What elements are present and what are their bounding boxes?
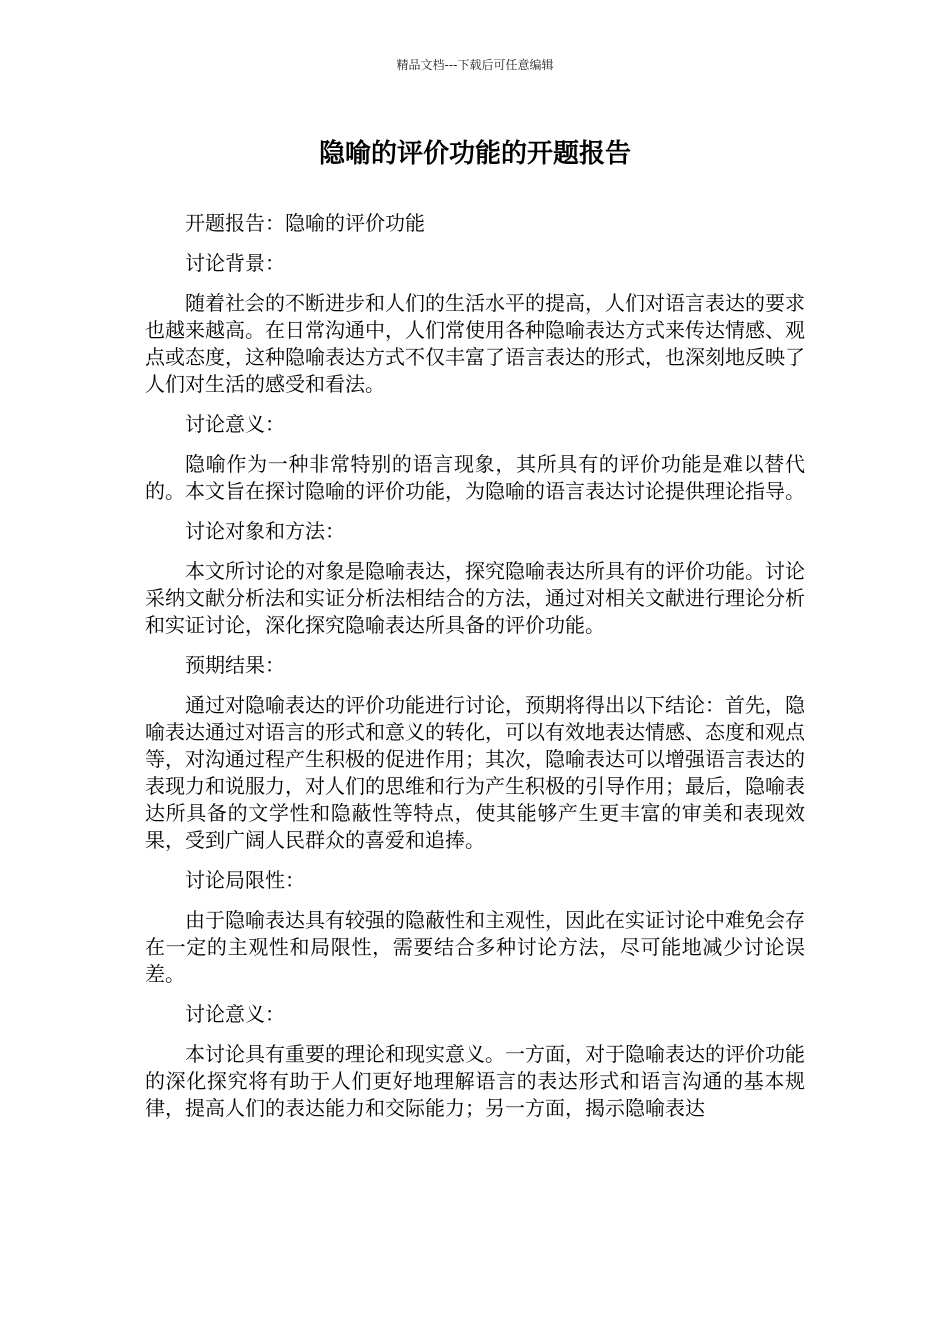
section-heading-expected-results: 预期结果：: [185, 653, 285, 677]
paragraph-significance: 隐喻作为一种非常特别的语言现象，其所具有的评价功能是难以替代的。本文旨在探讨隐喻的评价功能，为隐喻的语言表达讨论提供理论指导。: [145, 452, 805, 503]
section-heading-limitations: 讨论局限性：: [185, 868, 305, 892]
paragraph-object-method: 本文所讨论的对象是隐喻表达，探究隐喻表达所具有的评价功能。讨论采纳文献分析法和实证分析法相结合的方法，通过对相关文献进行理论分析和实证讨论，深化探究隐喻表达所具备的评价功能。: [145, 559, 805, 637]
paragraph-significance-2: 本讨论具有重要的理论和现实意义。一方面，对于隐喻表达的评价功能的深化探究将有助于人们更好地理解语言的表达形式和语言沟通的基本规律，提高人们的表达能力和交际能力；另一方面，揭示隐喻表达: [145, 1042, 805, 1120]
document-title: 隐喻的评价功能的开题报告: [318, 139, 631, 169]
document-body: [145, 210, 805, 1135]
paragraph-limitations: 由于隐喻表达具有较强的隐蔽性和主观性，因此在实证讨论中难免会存在一定的主观性和局限性，需要结合多种讨论方法，尽可能地减少讨论误差。: [145, 908, 805, 986]
section-heading-significance: 讨论意义：: [185, 412, 285, 436]
section-heading-object-method: 讨论对象和方法：: [185, 519, 345, 543]
paragraph-background: 随着社会的不断进步和人们的生活水平的提高，人们对语言表达的要求也越来越高。在日常沟通中，人们常使用各种隐喻表达方式来传达情感、观点或态度，这种隐喻表达方式不仅丰富了语言表达的形式，也深刻地反映了人们对生活的感受和看法。: [145, 291, 805, 396]
report-subject-line: 开题报告：隐喻的评价功能: [185, 211, 425, 235]
section-heading-background: 讨论背景：: [185, 251, 285, 275]
section-heading-significance-2: 讨论意义：: [185, 1002, 285, 1026]
header-note: 精品文档---下载后可任意编辑: [396, 58, 554, 72]
paragraph-expected-results: 通过对隐喻表达的评价功能进行讨论，预期将得出以下结论：首先，隐喻表达通过对语言的形式和意义的转化，可以有效地表达情感、态度和观点等，对沟通过程产生积极的促进作用；其次，隐喻表达可以增强语言表达的表现力和说服力，对人们的思维和行为产生积极的引导作用；最后，隐喻表达所具备的文学性和隐蔽性等特点，使其能够产生更丰富的审美和表现效果，受到广阔人民群众的喜爱和追捧。: [145, 693, 805, 852]
